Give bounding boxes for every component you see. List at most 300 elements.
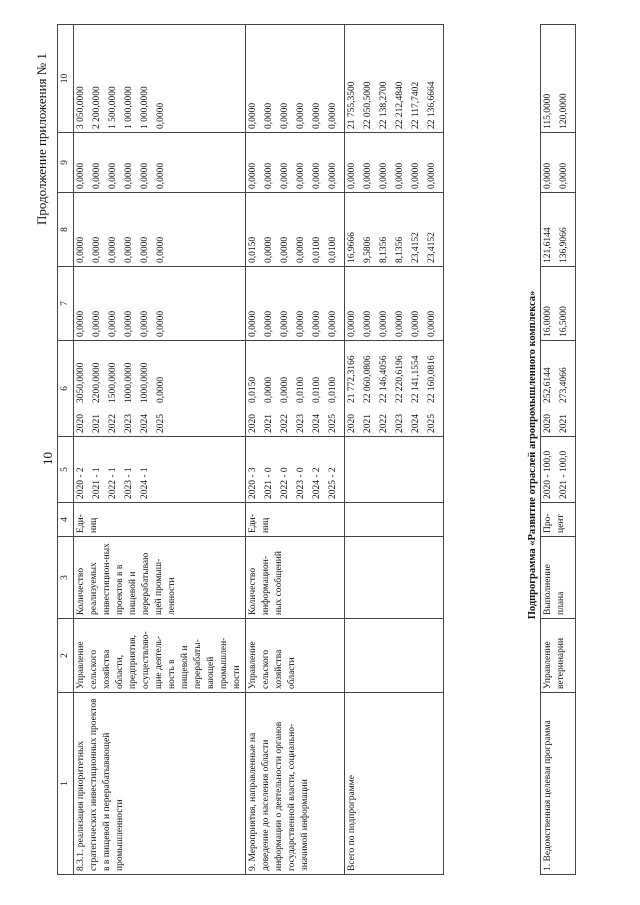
value: 22 050,5000	[363, 81, 373, 129]
year: 2021	[264, 414, 274, 433]
cell-line	[327, 440, 343, 499]
value: 0,0000	[92, 236, 102, 263]
cell-line	[426, 28, 442, 129]
value: 0,0100	[312, 236, 322, 263]
finance-total	[246, 341, 345, 437]
cell-line	[91, 196, 107, 263]
cell-line	[91, 28, 107, 129]
unit: Еди-ниц	[74, 503, 246, 537]
other-sources	[246, 25, 345, 133]
measure-name: реализация приоритетных стратегических инвестиционных проектов в в пищевой и перерабатывающей промышленности	[76, 698, 125, 871]
cell-line	[263, 344, 279, 433]
cell-line	[542, 270, 558, 337]
cell-line	[107, 196, 123, 263]
value: 0,0000	[427, 162, 437, 189]
value: 0,0000	[264, 162, 274, 189]
year: 2024	[140, 414, 150, 433]
row-number: 8.3.1.	[76, 849, 86, 871]
cell-line	[327, 136, 343, 189]
table-row-8-3-1	[74, 25, 246, 875]
year: 2022	[379, 414, 389, 433]
value: 252,6144	[543, 367, 553, 403]
cell-line	[75, 196, 91, 263]
cell-line	[362, 28, 378, 129]
value: 0,0000	[296, 162, 306, 189]
cell-line	[247, 440, 263, 499]
value: 0,0000	[140, 236, 150, 263]
cell-line	[107, 270, 123, 337]
year: 2021	[559, 414, 569, 433]
local-budget	[74, 133, 246, 193]
cell-line	[410, 344, 426, 433]
unit: Еди-ниц	[246, 503, 345, 537]
cell-line	[346, 270, 362, 337]
year: 2024	[312, 414, 322, 433]
value: 22 060,0806	[363, 355, 373, 403]
col-5: 5	[58, 437, 74, 503]
year: 2025	[328, 414, 338, 433]
value: 0,0000	[296, 236, 306, 263]
value: 0,0000	[156, 310, 166, 337]
value: 23,4152	[427, 232, 437, 263]
value: 22 136,6664	[427, 81, 437, 129]
value: 0,0000	[347, 310, 357, 337]
col-2: 2	[58, 619, 74, 693]
cell-line	[155, 270, 171, 337]
cell-line	[279, 440, 295, 499]
value: 2024 - 2	[312, 467, 322, 499]
col-6: 6	[58, 341, 74, 437]
cell-line	[247, 28, 263, 129]
year: 2020	[248, 414, 258, 433]
value: 0,0000	[108, 162, 118, 189]
cell-line	[247, 270, 263, 337]
page-number: 10	[40, 452, 55, 465]
value: 0,0000	[140, 162, 150, 189]
executor: Управление сельского хозяйства области, предприятия, осуществляю-щие деятель-ность в пищевой и перерабаты-вающей промышлен-ности	[74, 619, 246, 693]
value: 2021 - 0	[264, 467, 274, 499]
cell-line	[295, 270, 311, 337]
cell-line	[311, 196, 327, 263]
cell-line	[123, 440, 139, 499]
cell-line	[394, 136, 410, 189]
cell-line	[362, 136, 378, 189]
cell-line	[394, 344, 410, 433]
cell-line	[123, 344, 139, 433]
local-budget	[246, 133, 345, 193]
value: 0,0000	[108, 310, 118, 337]
cell-line	[107, 28, 123, 129]
year: 2020	[347, 414, 357, 433]
federal-budget	[74, 267, 246, 341]
value: 2023 - 0	[296, 467, 306, 499]
value: 2022 - 0	[280, 467, 290, 499]
cell-line	[91, 344, 107, 433]
regional-budget	[345, 193, 444, 267]
value: 0,0000	[156, 102, 166, 129]
cell-line	[91, 270, 107, 337]
value: 9,5806	[363, 236, 373, 263]
total-label: Всего по подпрограмме	[345, 693, 444, 875]
value: 2021 - 100,0	[559, 450, 569, 499]
value: 0,0000	[296, 102, 306, 129]
value: 2200,0000	[92, 362, 102, 403]
value: 0,0000	[379, 310, 389, 337]
value: 0,0000	[264, 376, 274, 403]
cell-line	[362, 270, 378, 337]
cell-line	[107, 440, 123, 499]
row-number: 9.	[248, 863, 258, 871]
col-1: 1	[58, 693, 74, 875]
value: 2022 - 1	[108, 467, 118, 499]
cell-line	[311, 270, 327, 337]
cell-line	[394, 196, 410, 263]
value: 0,0000	[108, 236, 118, 263]
value: 16,0000	[543, 306, 553, 337]
cell-line	[279, 344, 295, 433]
main-table	[57, 24, 444, 875]
value: 0,0000	[296, 310, 306, 337]
value: 0,0000	[156, 162, 166, 189]
cell-line	[263, 28, 279, 129]
target-values	[541, 437, 576, 503]
cell-line	[327, 28, 343, 129]
program-table	[540, 24, 576, 875]
cell-line	[410, 196, 426, 263]
cell-line	[263, 440, 279, 499]
value: 2023 - 1	[124, 467, 134, 499]
executor: Управление ветеринарии	[541, 619, 576, 693]
value: 2025 - 2	[328, 467, 338, 499]
value: 22 160,0816	[427, 355, 437, 403]
value: 2020 - 2	[76, 467, 86, 499]
value: 16,9666	[347, 232, 357, 263]
cell-line	[295, 440, 311, 499]
cell-line	[139, 270, 155, 337]
cell-line	[107, 136, 123, 189]
value: 0,0000	[559, 162, 569, 189]
cell-line	[542, 136, 558, 189]
other-sources	[74, 25, 246, 133]
cell-line	[311, 136, 327, 189]
cell-line	[327, 270, 343, 337]
col-10: 10	[58, 25, 74, 133]
cell-line	[247, 196, 263, 263]
cell-line	[263, 136, 279, 189]
value: 22 212,4840	[395, 81, 405, 129]
cell-line	[279, 136, 295, 189]
year: 2020	[543, 414, 553, 433]
cell-line	[91, 440, 107, 499]
cell-line	[558, 136, 574, 189]
value: 0,0000	[76, 236, 86, 263]
value: 0,0000	[264, 310, 274, 337]
value: 0,0000	[312, 310, 322, 337]
indicator: Количество информацион-ных сообщений	[246, 537, 345, 619]
year: 2022	[280, 414, 290, 433]
value: 115,0000	[543, 93, 553, 129]
value: 21 772,3166	[347, 355, 357, 403]
value: 0,0000	[280, 236, 290, 263]
cell-line	[75, 440, 91, 499]
cell-line	[410, 136, 426, 189]
value: 0,0000	[124, 236, 134, 263]
cell-line	[139, 440, 155, 499]
value: 0,0000	[328, 310, 338, 337]
value: 0,0000	[363, 162, 373, 189]
value: 0,0000	[411, 162, 421, 189]
cell-line	[155, 136, 171, 189]
row-number: 1.	[543, 863, 553, 871]
col-4: 4	[58, 503, 74, 537]
year: 2021	[363, 414, 373, 433]
value: 1000,0000	[124, 362, 134, 403]
value: 23,4152	[411, 232, 421, 263]
target-values	[246, 437, 345, 503]
value: 0,0000	[76, 310, 86, 337]
value: 22 220,6196	[395, 355, 405, 403]
cell-line	[362, 344, 378, 433]
cell-line	[378, 136, 394, 189]
cell-line	[346, 196, 362, 263]
col-9: 9	[58, 133, 74, 193]
cell-line	[426, 196, 442, 263]
cell-line	[558, 440, 574, 499]
value: 0,0150	[248, 376, 258, 403]
subprogram-title: Подпрограмма «Развитие отраслей агропромышленного комплекса»	[527, 290, 538, 620]
value: 16,5000	[559, 306, 569, 337]
cell-line	[378, 196, 394, 263]
value: 120,0000	[559, 93, 569, 129]
value: 0,0100	[328, 236, 338, 263]
measure-name: Ведомственная целевая программа	[543, 720, 553, 862]
cell-line	[263, 196, 279, 263]
cell-line	[378, 270, 394, 337]
cell-line	[247, 344, 263, 433]
col-7: 7	[58, 267, 74, 341]
cell-line	[295, 28, 311, 129]
cell-line	[247, 136, 263, 189]
value: 3050,0000	[76, 362, 86, 403]
cell-line	[139, 28, 155, 129]
cell-line	[311, 440, 327, 499]
cell-line	[123, 136, 139, 189]
value: 0,0000	[347, 162, 357, 189]
cell-line	[139, 344, 155, 433]
continuation-label: Продолжение приложения № 1	[34, 53, 49, 225]
regional-budget	[74, 193, 246, 267]
year: 2022	[108, 414, 118, 433]
value: 0,0000	[92, 310, 102, 337]
table-row-9	[246, 25, 345, 875]
cell-line	[263, 270, 279, 337]
cell-line	[295, 196, 311, 263]
value: 3 050,0000	[76, 86, 86, 129]
finance-total	[345, 341, 444, 437]
year: 2025	[156, 414, 166, 433]
cell-line	[542, 344, 558, 433]
cell-line	[378, 344, 394, 433]
column-header-row	[58, 25, 74, 875]
cell-line	[542, 196, 558, 263]
value: 0,0000	[280, 102, 290, 129]
value: 2 200,0000	[92, 86, 102, 129]
value: 0,0100	[312, 376, 322, 403]
value: 1 000,0000	[140, 86, 150, 129]
value: 22 146,4056	[379, 355, 389, 403]
value: 0,0000	[328, 102, 338, 129]
year: 2023	[395, 414, 405, 433]
federal-budget	[541, 267, 576, 341]
value: 0,0100	[328, 376, 338, 403]
value: 0,0000	[395, 310, 405, 337]
col-8: 8	[58, 193, 74, 267]
cell-line	[394, 270, 410, 337]
cell-line	[426, 270, 442, 337]
value: 0,0000	[92, 162, 102, 189]
cell-line	[558, 344, 574, 433]
value: 2020 - 3	[248, 467, 258, 499]
finance-total	[541, 341, 576, 437]
local-budget	[541, 133, 576, 193]
cell-line	[346, 136, 362, 189]
value: 2021 - 1	[92, 467, 102, 499]
value: 2020 - 100,0	[543, 450, 553, 499]
cell-line	[139, 196, 155, 263]
cell-line	[327, 344, 343, 433]
value: 273,4066	[559, 367, 569, 403]
value: 21 755,3500	[347, 81, 357, 129]
year: 2020	[76, 414, 86, 433]
cell-line	[426, 136, 442, 189]
value: 136,9066	[559, 227, 569, 263]
indicator: Количество реализуемых инвестицион-ных проектов в в пищевой и перерабатываю щей промыш-ленности	[74, 537, 246, 619]
cell-line	[295, 136, 311, 189]
value: 1500,0000	[108, 362, 118, 403]
cell-line	[123, 270, 139, 337]
value: 0,0000	[280, 376, 290, 403]
cell-line	[426, 344, 442, 433]
cell-line	[558, 270, 574, 337]
value: 0,0000	[427, 310, 437, 337]
value: 0,0000	[543, 162, 553, 189]
cell-line	[378, 28, 394, 129]
year: 2023	[124, 414, 134, 433]
regional-budget	[541, 193, 576, 267]
cell-line	[327, 196, 343, 263]
value: 0,0000	[248, 310, 258, 337]
cell-line	[558, 196, 574, 263]
cell-line	[279, 28, 295, 129]
value: 1000,0000	[140, 362, 150, 403]
col-3: 3	[58, 537, 74, 619]
cell-line	[75, 270, 91, 337]
value: 0,0000	[312, 102, 322, 129]
value: 0,0000	[248, 162, 258, 189]
cell-line	[279, 270, 295, 337]
value: 0,0150	[248, 236, 258, 263]
cell-line	[139, 136, 155, 189]
local-budget	[345, 133, 444, 193]
cell-line	[346, 28, 362, 129]
cell-line	[311, 28, 327, 129]
cell-line	[558, 28, 574, 129]
indicator: Выполнение плана	[541, 537, 576, 619]
measure-name: Мероприятия, направленные на доведение до населения области информации о деятельности органов государственной власти, социально-значимой информации	[248, 721, 310, 871]
value: 0,0000	[363, 310, 373, 337]
year: 2023	[296, 414, 306, 433]
value: 22 138,2700	[379, 81, 389, 129]
cell-line	[410, 28, 426, 129]
federal-budget	[246, 267, 345, 341]
target-values	[74, 437, 246, 503]
value: 1 500,0000	[108, 86, 118, 129]
value: 0,0000	[124, 162, 134, 189]
value: 0,0000	[124, 310, 134, 337]
value: 1 000,0000	[124, 86, 134, 129]
cell-line	[542, 28, 558, 129]
value: 22 141,1554	[411, 355, 421, 403]
value: 0,0000	[248, 102, 258, 129]
cell-line	[362, 196, 378, 263]
cell-line	[394, 28, 410, 129]
table-row-total	[345, 25, 444, 875]
cell-line	[75, 28, 91, 129]
value: 0,0000	[264, 102, 274, 129]
value: 0,0000	[140, 310, 150, 337]
value: 0,0000	[280, 162, 290, 189]
cell-line	[91, 136, 107, 189]
value: 0,0000	[379, 162, 389, 189]
cell-line	[155, 28, 171, 129]
value: 0,0000	[328, 162, 338, 189]
federal-budget	[345, 267, 444, 341]
cell-line	[75, 136, 91, 189]
value: 0,0000	[156, 236, 166, 263]
other-sources	[541, 25, 576, 133]
value: 0,0000	[156, 376, 166, 403]
cell-line	[155, 344, 171, 433]
finance-total	[74, 341, 246, 437]
value: 8,1356	[379, 236, 389, 263]
value: 0,0000	[312, 162, 322, 189]
value: 0,0100	[296, 376, 306, 403]
cell-line	[311, 344, 327, 433]
executor: Управление сельского хозяйства области	[246, 619, 345, 693]
cell-line	[75, 344, 91, 433]
value: 121,6144	[543, 227, 553, 263]
table-row-program-1	[541, 25, 576, 875]
value: 0,0000	[264, 236, 274, 263]
year: 2021	[92, 414, 102, 433]
value: 0,0000	[395, 162, 405, 189]
regional-budget	[246, 193, 345, 267]
value: 0,0000	[76, 162, 86, 189]
cell-line	[295, 344, 311, 433]
cell-line	[410, 270, 426, 337]
value: 8,1356	[395, 236, 405, 263]
unit: Про-цент	[541, 503, 576, 537]
value: 22 117,7402	[411, 81, 421, 129]
cell-line	[123, 196, 139, 263]
year: 2025	[427, 414, 437, 433]
value: 0,0000	[280, 310, 290, 337]
year: 2024	[411, 414, 421, 433]
cell-line	[346, 344, 362, 433]
value: 2024 - 1	[140, 467, 150, 499]
cell-line	[542, 440, 558, 499]
cell-line	[123, 28, 139, 129]
